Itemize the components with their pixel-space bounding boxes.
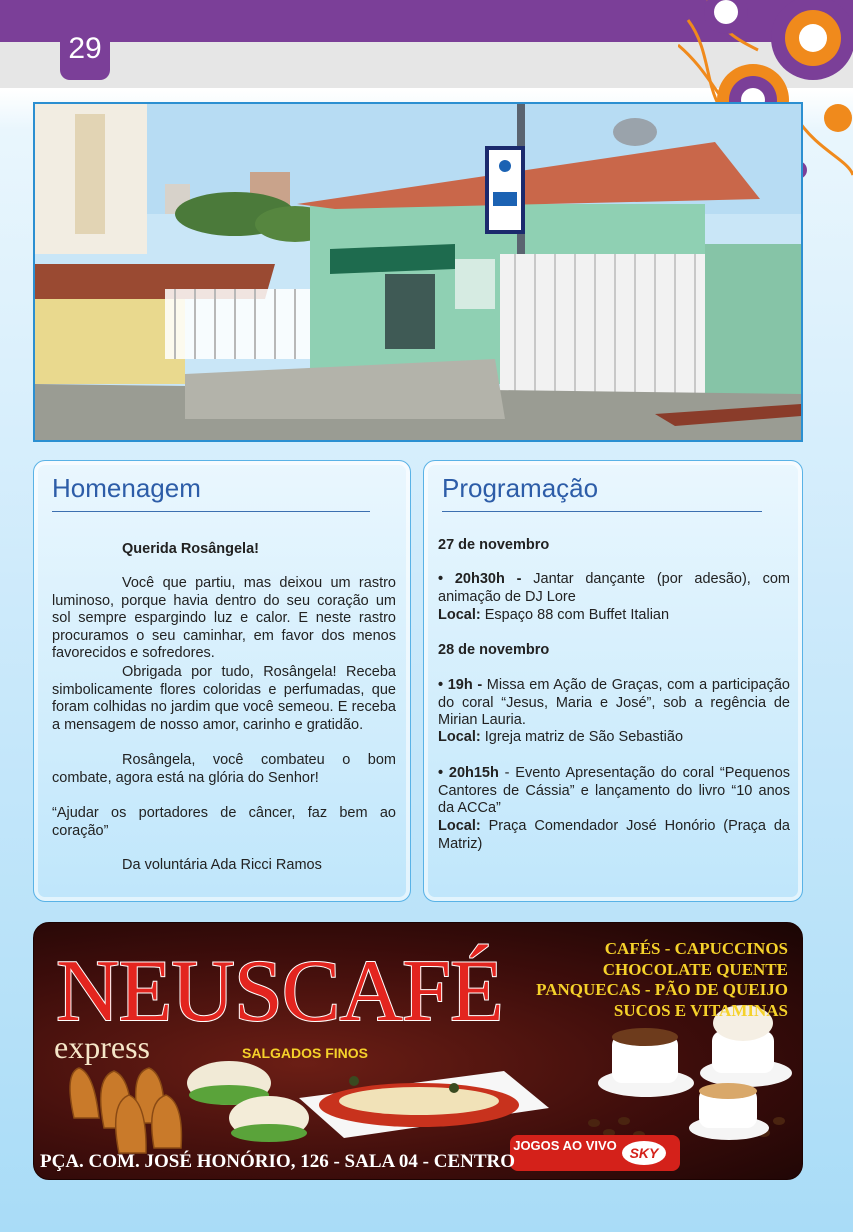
ad-jogos-text: JOGOS AO VIVO [513, 1138, 617, 1153]
event-description: Jantar dançante (por adesão), com animação de DJ Lore [438, 571, 791, 605]
building-photo [33, 102, 803, 442]
ad-address: PÇA. COM. JOSÉ HONÓRIO, 126 - SALA 04 - CENTRO [40, 1151, 516, 1172]
event-local-value: Espaço 88 com Buffet Italian [484, 607, 670, 623]
homenagem-quote: “Ajudar os portadores de câncer, faz bem ao coração” [52, 805, 396, 839]
programacao-box [423, 460, 803, 902]
homenagem-box [33, 460, 411, 902]
event-local [438, 818, 790, 853]
programacao-divider [442, 511, 762, 512]
homenagem-greeting: Querida Rosângela! [122, 541, 259, 557]
ad-menu-item: SUCOS E VITAMINAS [613, 1000, 788, 1020]
neuscafe-advertisement [33, 922, 803, 1180]
programacao-title: Programação [442, 473, 599, 503]
homenagem-paragraph-2: Obrigada por tudo, Rosângela! Receba simbolicamente flores coloridas e perfumadas, que foram colhidas no jardim que você semeou. E receba a mensagem de nosso amor, carinho e gratidão. [52, 664, 396, 733]
event-item [438, 677, 790, 730]
sky-logo: SKY [622, 1141, 666, 1165]
event-local [438, 729, 790, 747]
page-number: 29 [60, 18, 110, 80]
event-local [438, 607, 790, 625]
event-time: • 20h30h - [438, 571, 522, 587]
event-local-value: Praça Comendador José Honório (Praça da Matriz) [438, 818, 790, 852]
event-description: - Evento Apresentação do coral “Pequenos Cantores de Cássia” e lançamento do livro “10 anos da ACCa” [438, 765, 791, 817]
ad-menu-item: PANQUECAS - PÃO DE QUEIJO [536, 980, 788, 999]
homenagem-title: Homenagem [52, 473, 201, 503]
homenagem-paragraph-1: Você que partiu, mas deixou um rastro luminoso, porque havia dentro do seu coração um sol sempre espargindo luz e calor. E neste rastro procuramos o seu caminhar, em favor dos menos favorecidos e sofredores. [52, 575, 396, 662]
event-time: • 20h15h [438, 765, 499, 781]
ad-salgados-label: SALGADOS FINOS [242, 1045, 369, 1061]
event-item [438, 571, 790, 606]
homenagem-divider [52, 511, 370, 512]
homenagem-paragraph-3: Rosângela, você combateu o bom combate, agora está na glória do Senhor! [52, 752, 396, 786]
event-local-label: Local: [438, 607, 481, 623]
ad-menu-item: CHOCOLATE QUENTE [602, 959, 788, 979]
day-date: 27 de novembro [438, 537, 550, 553]
ad-subbrand: express [54, 1029, 150, 1065]
event-item [438, 765, 790, 818]
ad-menu-list [536, 939, 788, 1021]
event-local-label: Local: [438, 729, 481, 745]
event-description: Missa em Ação de Graças, com a participação do coral “Jesus, Maria e José”, sob a regência de Mirian Lauria. [438, 677, 790, 729]
ad-brand-logo: NEUSCAFÉ [56, 943, 503, 1040]
ad-menu-item: CAFÉS - CAPUCCINOS [604, 939, 788, 958]
event-local-label: Local: [438, 818, 481, 834]
homenagem-signature: Da voluntária Ada Ricci Ramos [122, 857, 322, 873]
event-time: • 19h - [438, 677, 483, 693]
event-local-value: Igreja matriz de São Sebastião [484, 729, 684, 745]
day-date: 28 de novembro [438, 642, 550, 658]
